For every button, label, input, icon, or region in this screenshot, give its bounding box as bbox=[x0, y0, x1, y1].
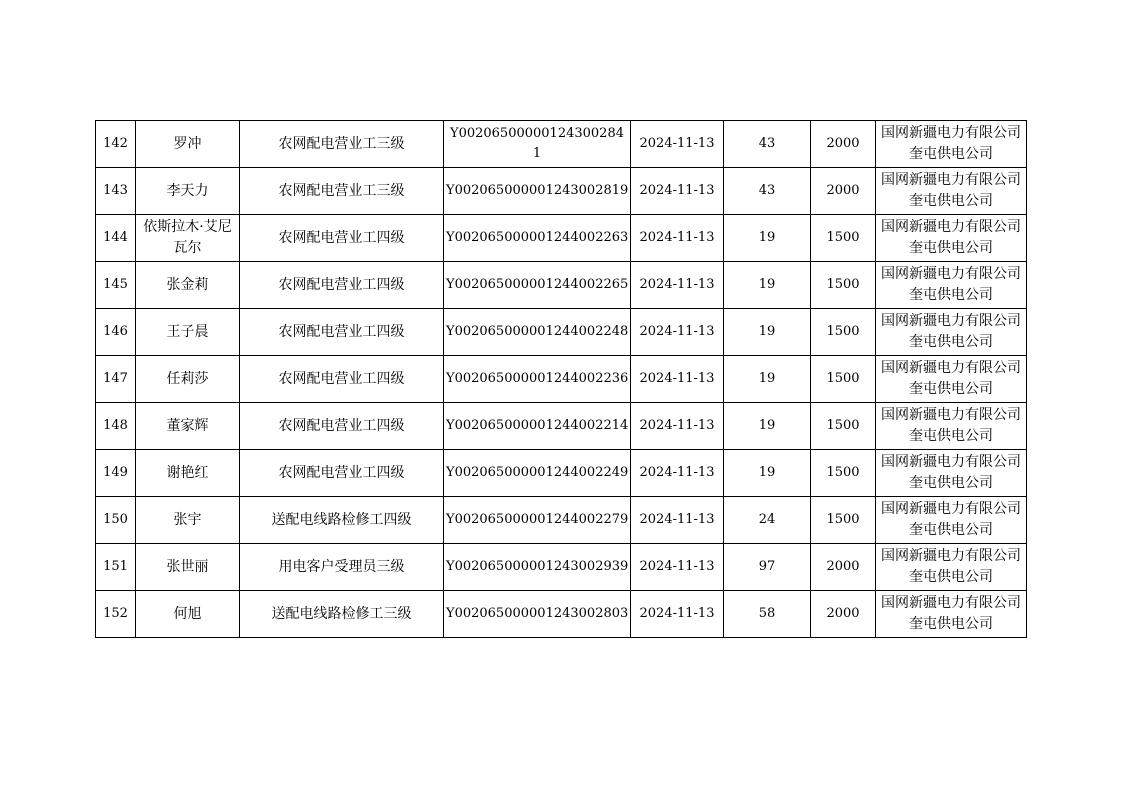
table-row bbox=[96, 403, 1027, 450]
person-name: 张世丽 bbox=[136, 544, 240, 591]
certificate-number: Y002065000001244002236 bbox=[444, 356, 631, 403]
issue-date: 2024-11-13 bbox=[631, 497, 724, 544]
organization-name: 国网新疆电力有限公司奎屯供电公司 bbox=[876, 121, 1027, 168]
person-name: 任莉莎 bbox=[136, 356, 240, 403]
certificate-number: Y002065000001243002803 bbox=[444, 591, 631, 638]
score-value: 19 bbox=[724, 262, 811, 309]
table-row bbox=[96, 309, 1027, 356]
amount-value: 1500 bbox=[811, 262, 876, 309]
job-title: 农网配电营业工四级 bbox=[240, 215, 444, 262]
organization-name: 国网新疆电力有限公司奎屯供电公司 bbox=[876, 544, 1027, 591]
issue-date: 2024-11-13 bbox=[631, 403, 724, 450]
row-number: 143 bbox=[96, 168, 136, 215]
issue-date: 2024-11-13 bbox=[631, 309, 724, 356]
amount-value: 1500 bbox=[811, 497, 876, 544]
person-name: 李天力 bbox=[136, 168, 240, 215]
organization-name: 国网新疆电力有限公司奎屯供电公司 bbox=[876, 215, 1027, 262]
certificate-number: Y002065000001244002279 bbox=[444, 497, 631, 544]
row-number: 145 bbox=[96, 262, 136, 309]
amount-value: 2000 bbox=[811, 591, 876, 638]
table-row bbox=[96, 450, 1027, 497]
organization-name: 国网新疆电力有限公司奎屯供电公司 bbox=[876, 403, 1027, 450]
person-name: 谢艳红 bbox=[136, 450, 240, 497]
score-value: 24 bbox=[724, 497, 811, 544]
job-title: 用电客户受理员三级 bbox=[240, 544, 444, 591]
issue-date: 2024-11-13 bbox=[631, 262, 724, 309]
issue-date: 2024-11-13 bbox=[631, 215, 724, 262]
person-name: 何旭 bbox=[136, 591, 240, 638]
table-row bbox=[96, 497, 1027, 544]
score-value: 19 bbox=[724, 356, 811, 403]
job-title: 农网配电营业工三级 bbox=[240, 121, 444, 168]
job-title: 送配电线路检修工三级 bbox=[240, 591, 444, 638]
job-title: 农网配电营业工四级 bbox=[240, 356, 444, 403]
issue-date: 2024-11-13 bbox=[631, 168, 724, 215]
row-number: 148 bbox=[96, 403, 136, 450]
table-row bbox=[96, 356, 1027, 403]
person-name: 依斯拉木·艾尼瓦尔 bbox=[136, 215, 240, 262]
organization-name: 国网新疆电力有限公司奎屯供电公司 bbox=[876, 497, 1027, 544]
organization-name: 国网新疆电力有限公司奎屯供电公司 bbox=[876, 168, 1027, 215]
certificate-number: Y002065000001244002265 bbox=[444, 262, 631, 309]
certificate-table bbox=[95, 120, 1027, 638]
certificate-number: Y002065000001244002263 bbox=[444, 215, 631, 262]
job-title: 农网配电营业工四级 bbox=[240, 403, 444, 450]
person-name: 王子晨 bbox=[136, 309, 240, 356]
amount-value: 1500 bbox=[811, 309, 876, 356]
score-value: 19 bbox=[724, 309, 811, 356]
job-title: 送配电线路检修工四级 bbox=[240, 497, 444, 544]
table-row bbox=[96, 168, 1027, 215]
person-name: 罗冲 bbox=[136, 121, 240, 168]
score-value: 43 bbox=[724, 121, 811, 168]
table-body bbox=[96, 121, 1027, 638]
row-number: 152 bbox=[96, 591, 136, 638]
certificate-number: Y002065000001244002249 bbox=[444, 450, 631, 497]
amount-value: 1500 bbox=[811, 356, 876, 403]
issue-date: 2024-11-13 bbox=[631, 356, 724, 403]
certificate-number: Y00206500000124300284​1 bbox=[444, 121, 631, 168]
amount-value: 1500 bbox=[811, 215, 876, 262]
job-title: 农网配电营业工四级 bbox=[240, 262, 444, 309]
amount-value: 2000 bbox=[811, 121, 876, 168]
table-row bbox=[96, 544, 1027, 591]
amount-value: 2000 bbox=[811, 168, 876, 215]
amount-value: 1500 bbox=[811, 403, 876, 450]
certificate-number: Y002065000001243002939 bbox=[444, 544, 631, 591]
certificate-number: Y002065000001244002248 bbox=[444, 309, 631, 356]
row-number: 144 bbox=[96, 215, 136, 262]
issue-date: 2024-11-13 bbox=[631, 450, 724, 497]
row-number: 151 bbox=[96, 544, 136, 591]
table-row bbox=[96, 591, 1027, 638]
job-title: 农网配电营业工四级 bbox=[240, 450, 444, 497]
row-number: 149 bbox=[96, 450, 136, 497]
score-value: 97 bbox=[724, 544, 811, 591]
person-name: 张金莉 bbox=[136, 262, 240, 309]
score-value: 58 bbox=[724, 591, 811, 638]
person-name: 董家辉 bbox=[136, 403, 240, 450]
row-number: 150 bbox=[96, 497, 136, 544]
row-number: 142 bbox=[96, 121, 136, 168]
table-row bbox=[96, 215, 1027, 262]
certificate-number: Y002065000001244002214 bbox=[444, 403, 631, 450]
issue-date: 2024-11-13 bbox=[631, 544, 724, 591]
table-row bbox=[96, 262, 1027, 309]
certificate-number: Y002065000001243002819 bbox=[444, 168, 631, 215]
score-value: 43 bbox=[724, 168, 811, 215]
organization-name: 国网新疆电力有限公司奎屯供电公司 bbox=[876, 356, 1027, 403]
issue-date: 2024-11-13 bbox=[631, 591, 724, 638]
job-title: 农网配电营业工四级 bbox=[240, 309, 444, 356]
job-title: 农网配电营业工三级 bbox=[240, 168, 444, 215]
score-value: 19 bbox=[724, 403, 811, 450]
table-row bbox=[96, 121, 1027, 168]
organization-name: 国网新疆电力有限公司奎屯供电公司 bbox=[876, 450, 1027, 497]
organization-name: 国网新疆电力有限公司奎屯供电公司 bbox=[876, 591, 1027, 638]
score-value: 19 bbox=[724, 450, 811, 497]
amount-value: 1500 bbox=[811, 450, 876, 497]
organization-name: 国网新疆电力有限公司奎屯供电公司 bbox=[876, 262, 1027, 309]
score-value: 19 bbox=[724, 215, 811, 262]
person-name: 张宇 bbox=[136, 497, 240, 544]
row-number: 146 bbox=[96, 309, 136, 356]
amount-value: 2000 bbox=[811, 544, 876, 591]
organization-name: 国网新疆电力有限公司奎屯供电公司 bbox=[876, 309, 1027, 356]
row-number: 147 bbox=[96, 356, 136, 403]
issue-date: 2024-11-13 bbox=[631, 121, 724, 168]
